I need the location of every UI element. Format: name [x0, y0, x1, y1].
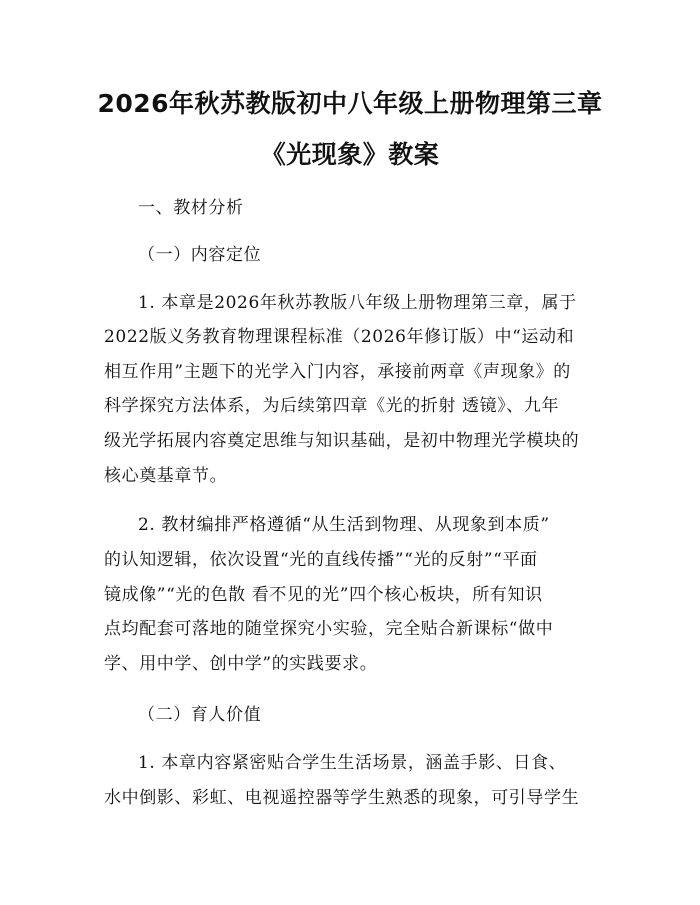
- paragraph-1-line: 科学探究方法体系，为后续第四章《光的折射 透镜》、九年: [104, 396, 560, 416]
- document-title-line-2: 《光现象》教案: [260, 140, 440, 169]
- paragraph-2-line: 镜成像”“光的色散 看不见的光”四个核心板块，所有知识: [104, 585, 543, 605]
- paragraph-2-line: 2. 教材编排严格遵循“从生活到物理、从现象到本质”: [138, 515, 550, 535]
- paragraph-1-line: 2022版义务教育物理课程标准（2026年修订版）中“运动和: [104, 327, 575, 347]
- paragraph-3-line: 1. 本章内容紧密贴合学生生活场景，涵盖手影、日食、: [138, 753, 567, 773]
- paragraph-1-line: 核心奠基章节。: [104, 466, 228, 486]
- document-title-line-1: 2026年秋苏教版初中八年级上册物理第三章: [97, 89, 603, 118]
- paragraph-1-line: 相互作用”主题下的光学入门内容，承接前两章《声现象》的: [104, 362, 571, 382]
- paragraph-1-line: 1. 本章是2026年秋苏教版八年级上册物理第三章，属于: [138, 293, 577, 313]
- paragraph-3-line: 水中倒影、彩虹、电视遥控器等学生熟悉的现象，可引导学生: [104, 788, 580, 808]
- paragraph-2-line: 的认知逻辑，依次设置“光的直线传播”“光的反射”“平面: [104, 550, 538, 570]
- paragraph-1-line: 级光学拓展内容奠定思维与知识基础，是初中物理光学模块的: [104, 431, 580, 451]
- subsection-heading-educational-value: （二）育人价值: [138, 705, 262, 725]
- paragraph-2-line: 点均配套可落地的随堂探究小实验，完全贴合新课标“做中: [104, 619, 554, 639]
- section-heading-textbook-analysis: 一、教材分析: [138, 198, 244, 218]
- subsection-heading-content-positioning: （一）内容定位: [138, 245, 262, 265]
- paragraph-2-line: 学、用中学、创中学”的实践要求。: [104, 654, 378, 674]
